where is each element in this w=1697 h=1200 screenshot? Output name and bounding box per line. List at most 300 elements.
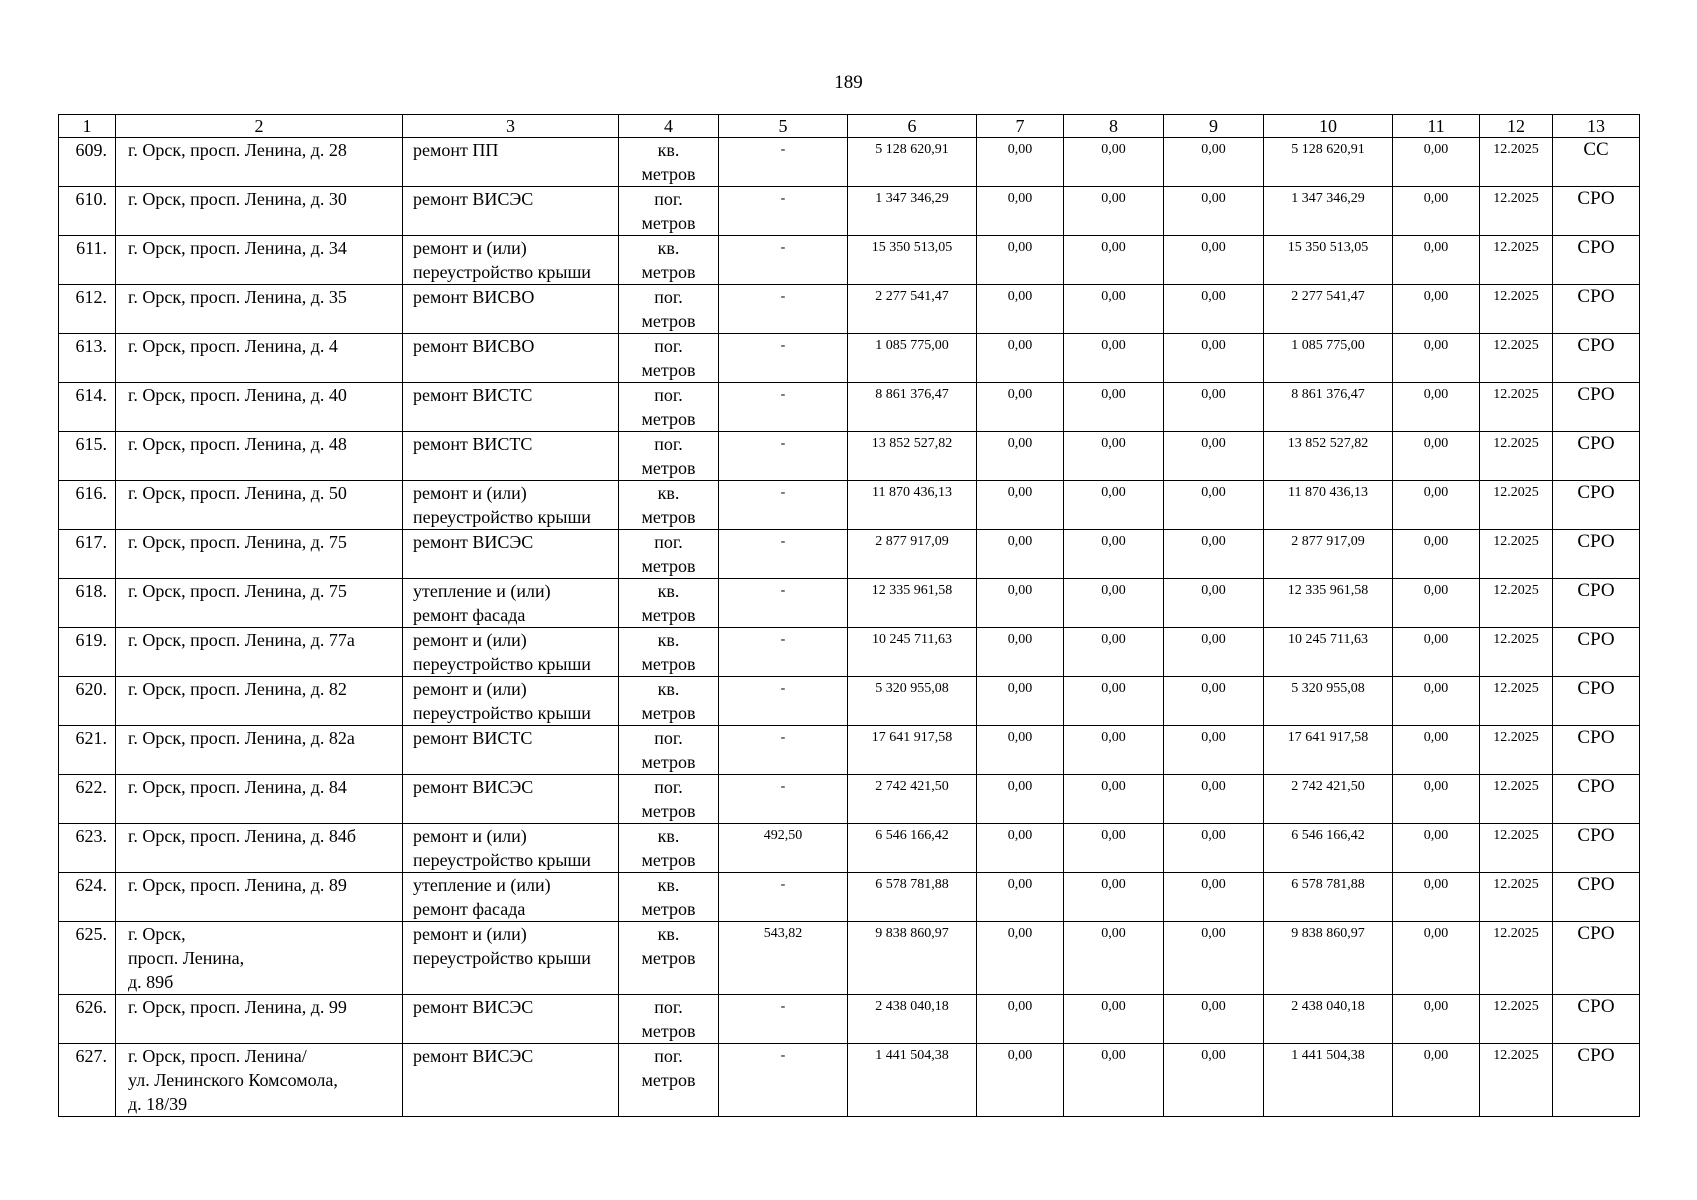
funding-cell-11: 0,00 [1393, 1044, 1480, 1117]
address-cell-line: г. Орск, просп. Ленина, д. 4 [128, 336, 338, 356]
unit-cell [619, 138, 719, 187]
funding-cell-11: 0,00 [1393, 236, 1480, 285]
method-code-cell: СРО [1553, 579, 1640, 628]
unit-cell-line: метров [641, 899, 696, 919]
table-row [59, 285, 1640, 334]
address-cell [116, 677, 403, 726]
row-number: 623. [59, 824, 116, 873]
table-row [59, 530, 1640, 579]
table-row [59, 383, 1640, 432]
row-number: 622. [59, 775, 116, 824]
method-code-cell: СРО [1553, 187, 1640, 236]
row-number: 620. [59, 677, 116, 726]
work-type-cell-line: ремонт ВИСВО [413, 287, 535, 307]
column-number-header: 8 [1064, 115, 1164, 138]
funding-cell-7: 0,00 [977, 1044, 1064, 1117]
row-number: 609. [59, 138, 116, 187]
unit-cell [619, 432, 719, 481]
funding-cell-8: 0,00 [1064, 481, 1164, 530]
funding-cell-7: 0,00 [977, 677, 1064, 726]
address-cell-line: г. Орск, просп. Ленина, д. 82 [128, 679, 347, 699]
work-type-cell-line: ремонт фасада [413, 605, 526, 625]
row-number: 625. [59, 922, 116, 995]
total-cost-cell: 17 641 917,58 [848, 726, 977, 775]
method-code-cell: СРО [1553, 383, 1640, 432]
funding-cell-11: 0,00 [1393, 285, 1480, 334]
row-number: 624. [59, 873, 116, 922]
address-cell-line: д. 18/39 [128, 1094, 188, 1114]
funding-cell-11: 0,00 [1393, 775, 1480, 824]
funding-cell-8: 0,00 [1064, 187, 1164, 236]
funding-cell-7: 0,00 [977, 873, 1064, 922]
funding-cell-7: 0,00 [977, 138, 1064, 187]
method-code-cell: СРО [1553, 824, 1640, 873]
row-number: 615. [59, 432, 116, 481]
funding-cell-10: 1 085 775,00 [1264, 334, 1393, 383]
address-cell-line: г. Орск, просп. Ленина, д. 35 [128, 287, 347, 307]
table-row [59, 432, 1640, 481]
unit-cell [619, 726, 719, 775]
table-row [59, 138, 1640, 187]
unit-cell-line: кв. [657, 826, 680, 846]
unit-cell-line: пог. [654, 728, 683, 748]
deadline-cell: 12.2025 [1480, 824, 1553, 873]
repair-plan-table [58, 114, 1640, 1117]
address-cell-line: г. Орск, просп. Ленина, д. 48 [128, 434, 347, 454]
work-type-cell-line: ремонт и (или) [413, 826, 527, 846]
unit-cell-line: метров [641, 605, 696, 625]
address-cell-line: г. Орск, просп. Ленина, д. 75 [128, 581, 347, 601]
volume-cell: - [719, 873, 848, 922]
funding-cell-7: 0,00 [977, 432, 1064, 481]
work-type-cell [403, 138, 619, 187]
unit-cell-line: пог. [654, 434, 683, 454]
volume-cell: - [719, 481, 848, 530]
column-number-header: 5 [719, 115, 848, 138]
column-number-header: 2 [116, 115, 403, 138]
funding-cell-8: 0,00 [1064, 995, 1164, 1044]
funding-cell-7: 0,00 [977, 481, 1064, 530]
funding-cell-7: 0,00 [977, 334, 1064, 383]
work-type-cell [403, 334, 619, 383]
row-number: 617. [59, 530, 116, 579]
deadline-cell: 12.2025 [1480, 1044, 1553, 1117]
funding-cell-7: 0,00 [977, 187, 1064, 236]
funding-cell-8: 0,00 [1064, 236, 1164, 285]
deadline-cell: 12.2025 [1480, 383, 1553, 432]
work-type-cell-line: ремонт и (или) [413, 238, 527, 258]
row-number: 610. [59, 187, 116, 236]
table-row [59, 579, 1640, 628]
funding-cell-8: 0,00 [1064, 824, 1164, 873]
work-type-cell-line: ремонт фасада [413, 899, 526, 919]
work-type-cell-line: переустройство крыши [413, 262, 591, 282]
funding-cell-11: 0,00 [1393, 873, 1480, 922]
row-number: 626. [59, 995, 116, 1044]
work-type-cell-line: ремонт и (или) [413, 630, 527, 650]
row-number: 614. [59, 383, 116, 432]
address-cell [116, 726, 403, 775]
work-type-cell-line: ремонт и (или) [413, 924, 527, 944]
volume-cell: - [719, 1044, 848, 1117]
address-cell [116, 530, 403, 579]
funding-cell-7: 0,00 [977, 995, 1064, 1044]
funding-cell-11: 0,00 [1393, 824, 1480, 873]
address-cell-line: г. Орск, [128, 924, 186, 944]
work-type-cell [403, 995, 619, 1044]
funding-cell-7: 0,00 [977, 530, 1064, 579]
work-type-cell-line: переустройство крыши [413, 850, 591, 870]
unit-cell-line: пог. [654, 997, 683, 1017]
address-cell [116, 824, 403, 873]
address-cell [116, 628, 403, 677]
funding-cell-8: 0,00 [1064, 726, 1164, 775]
funding-cell-8: 0,00 [1064, 138, 1164, 187]
column-number-header: 6 [848, 115, 977, 138]
funding-cell-10: 5 320 955,08 [1264, 677, 1393, 726]
address-cell-line: г. Орск, просп. Ленина/ [128, 1046, 307, 1066]
funding-cell-10: 5 128 620,91 [1264, 138, 1393, 187]
funding-cell-11: 0,00 [1393, 187, 1480, 236]
row-number: 612. [59, 285, 116, 334]
address-cell [116, 995, 403, 1044]
work-type-cell-line: ремонт ВИСТС [413, 728, 533, 748]
deadline-cell: 12.2025 [1480, 873, 1553, 922]
address-cell-line: г. Орск, просп. Ленина, д. 89 [128, 875, 347, 895]
row-number: 621. [59, 726, 116, 775]
row-number: 616. [59, 481, 116, 530]
funding-cell-8: 0,00 [1064, 432, 1164, 481]
total-cost-cell: 10 245 711,63 [848, 628, 977, 677]
work-type-cell-line: утепление и (или) [413, 875, 551, 895]
funding-cell-9: 0,00 [1164, 334, 1264, 383]
unit-cell [619, 824, 719, 873]
funding-cell-7: 0,00 [977, 383, 1064, 432]
unit-cell-line: метров [641, 948, 696, 968]
unit-cell-line: метров [641, 654, 696, 674]
unit-cell-line: метров [641, 1021, 696, 1041]
work-type-cell-line: ремонт ВИСВО [413, 336, 535, 356]
unit-cell [619, 922, 719, 995]
funding-cell-10: 11 870 436,13 [1264, 481, 1393, 530]
unit-cell [619, 334, 719, 383]
unit-cell-line: кв. [657, 924, 680, 944]
deadline-cell: 12.2025 [1480, 187, 1553, 236]
work-type-cell [403, 579, 619, 628]
funding-cell-9: 0,00 [1164, 236, 1264, 285]
deadline-cell: 12.2025 [1480, 530, 1553, 579]
work-type-cell-line: ремонт ВИСТС [413, 434, 533, 454]
address-cell-line: г. Орск, просп. Ленина, д. 84 [128, 777, 347, 797]
funding-cell-9: 0,00 [1164, 1044, 1264, 1117]
total-cost-cell: 6 546 166,42 [848, 824, 977, 873]
total-cost-cell: 15 350 513,05 [848, 236, 977, 285]
funding-cell-10: 9 838 860,97 [1264, 922, 1393, 995]
funding-cell-7: 0,00 [977, 922, 1064, 995]
address-cell-line: г. Орск, просп. Ленина, д. 77а [128, 630, 355, 650]
deadline-cell: 12.2025 [1480, 677, 1553, 726]
table-row [59, 1044, 1640, 1117]
unit-cell [619, 677, 719, 726]
table-row [59, 677, 1640, 726]
unit-cell-line: метров [641, 164, 696, 184]
funding-cell-8: 0,00 [1064, 628, 1164, 677]
funding-cell-9: 0,00 [1164, 726, 1264, 775]
funding-cell-10: 6 578 781,88 [1264, 873, 1393, 922]
volume-cell: - [719, 383, 848, 432]
method-code-cell: СРО [1553, 334, 1640, 383]
total-cost-cell: 1 441 504,38 [848, 1044, 977, 1117]
funding-cell-10: 6 546 166,42 [1264, 824, 1393, 873]
method-code-cell: СРО [1553, 873, 1640, 922]
funding-cell-7: 0,00 [977, 579, 1064, 628]
deadline-cell: 12.2025 [1480, 481, 1553, 530]
address-cell [116, 236, 403, 285]
method-code-cell: СРО [1553, 530, 1640, 579]
address-cell-line: г. Орск, просп. Ленина, д. 30 [128, 189, 347, 209]
funding-cell-11: 0,00 [1393, 995, 1480, 1044]
funding-cell-8: 0,00 [1064, 285, 1164, 334]
column-number-header: 9 [1164, 115, 1264, 138]
work-type-cell [403, 530, 619, 579]
funding-cell-7: 0,00 [977, 628, 1064, 677]
total-cost-cell: 2 438 040,18 [848, 995, 977, 1044]
unit-cell-line: метров [641, 262, 696, 282]
volume-cell: 492,50 [719, 824, 848, 873]
funding-cell-8: 0,00 [1064, 775, 1164, 824]
method-code-cell: СРО [1553, 1044, 1640, 1117]
funding-cell-10: 17 641 917,58 [1264, 726, 1393, 775]
funding-cell-9: 0,00 [1164, 481, 1264, 530]
funding-cell-7: 0,00 [977, 824, 1064, 873]
total-cost-cell: 2 277 541,47 [848, 285, 977, 334]
unit-cell-line: метров [641, 507, 696, 527]
deadline-cell: 12.2025 [1480, 334, 1553, 383]
unit-cell-line: пог. [654, 777, 683, 797]
funding-cell-9: 0,00 [1164, 432, 1264, 481]
total-cost-cell: 11 870 436,13 [848, 481, 977, 530]
unit-cell [619, 236, 719, 285]
work-type-cell-line: утепление и (или) [413, 581, 551, 601]
total-cost-cell: 2 742 421,50 [848, 775, 977, 824]
unit-cell [619, 530, 719, 579]
deadline-cell: 12.2025 [1480, 726, 1553, 775]
funding-cell-8: 0,00 [1064, 383, 1164, 432]
column-number-row [59, 115, 1640, 138]
table-row [59, 922, 1640, 995]
method-code-cell: СРО [1553, 677, 1640, 726]
page-number: 189 [834, 72, 863, 93]
funding-cell-11: 0,00 [1393, 677, 1480, 726]
work-type-cell [403, 383, 619, 432]
total-cost-cell: 5 128 620,91 [848, 138, 977, 187]
funding-cell-11: 0,00 [1393, 628, 1480, 677]
unit-cell [619, 481, 719, 530]
column-number-header: 13 [1553, 115, 1640, 138]
table-row [59, 995, 1640, 1044]
unit-cell-line: пог. [654, 385, 683, 405]
address-cell-line: г. Орск, просп. Ленина, д. 40 [128, 385, 347, 405]
work-type-cell [403, 1044, 619, 1117]
row-number: 627. [59, 1044, 116, 1117]
address-cell [116, 579, 403, 628]
method-code-cell: СРО [1553, 922, 1640, 995]
funding-cell-9: 0,00 [1164, 775, 1264, 824]
volume-cell: - [719, 138, 848, 187]
funding-cell-9: 0,00 [1164, 995, 1264, 1044]
unit-cell-line: пог. [654, 287, 683, 307]
funding-cell-9: 0,00 [1164, 922, 1264, 995]
address-cell-line: г. Орск, просп. Ленина, д. 50 [128, 483, 347, 503]
funding-cell-7: 0,00 [977, 285, 1064, 334]
work-type-cell-line: ремонт ВИСЭС [413, 1046, 534, 1066]
funding-cell-10: 10 245 711,63 [1264, 628, 1393, 677]
deadline-cell: 12.2025 [1480, 922, 1553, 995]
funding-cell-11: 0,00 [1393, 383, 1480, 432]
unit-cell [619, 775, 719, 824]
deadline-cell: 12.2025 [1480, 236, 1553, 285]
unit-cell-line: метров [641, 360, 696, 380]
address-cell [116, 285, 403, 334]
total-cost-cell: 5 320 955,08 [848, 677, 977, 726]
work-type-cell [403, 922, 619, 995]
funding-cell-10: 8 861 376,47 [1264, 383, 1393, 432]
unit-cell-line: метров [641, 213, 696, 233]
address-cell [116, 187, 403, 236]
work-type-cell-line: ремонт ВИСЭС [413, 189, 534, 209]
funding-cell-8: 0,00 [1064, 334, 1164, 383]
method-code-cell: СРО [1553, 432, 1640, 481]
work-type-cell [403, 726, 619, 775]
funding-cell-11: 0,00 [1393, 481, 1480, 530]
method-code-cell: СС [1553, 138, 1640, 187]
column-number-header: 1 [59, 115, 116, 138]
deadline-cell: 12.2025 [1480, 138, 1553, 187]
work-type-cell [403, 775, 619, 824]
funding-cell-8: 0,00 [1064, 677, 1164, 726]
funding-cell-11: 0,00 [1393, 334, 1480, 383]
unit-cell [619, 1044, 719, 1117]
work-type-cell [403, 873, 619, 922]
work-type-cell [403, 432, 619, 481]
funding-cell-7: 0,00 [977, 236, 1064, 285]
deadline-cell: 12.2025 [1480, 285, 1553, 334]
table-row [59, 236, 1640, 285]
funding-cell-11: 0,00 [1393, 579, 1480, 628]
unit-cell-line: пог. [654, 336, 683, 356]
funding-cell-8: 0,00 [1064, 1044, 1164, 1117]
total-cost-cell: 13 852 527,82 [848, 432, 977, 481]
unit-cell-line: кв. [657, 679, 680, 699]
address-cell-line: г. Орск, просп. Ленина, д. 99 [128, 997, 347, 1017]
unit-cell-line: пог. [654, 1046, 683, 1066]
total-cost-cell: 1 347 346,29 [848, 187, 977, 236]
address-cell-line: г. Орск, просп. Ленина, д. 34 [128, 238, 347, 258]
column-number-header: 12 [1480, 115, 1553, 138]
funding-cell-10: 15 350 513,05 [1264, 236, 1393, 285]
work-type-cell-line: ремонт и (или) [413, 483, 527, 503]
funding-cell-9: 0,00 [1164, 677, 1264, 726]
funding-cell-9: 0,00 [1164, 628, 1264, 677]
address-cell-line: ул. Ленинского Комсомола, [128, 1070, 338, 1090]
address-cell [116, 383, 403, 432]
deadline-cell: 12.2025 [1480, 579, 1553, 628]
funding-cell-10: 2 277 541,47 [1264, 285, 1393, 334]
address-cell-line: г. Орск, просп. Ленина, д. 28 [128, 140, 347, 160]
table-row [59, 726, 1640, 775]
unit-cell-line: метров [641, 556, 696, 576]
unit-cell [619, 187, 719, 236]
funding-cell-11: 0,00 [1393, 530, 1480, 579]
unit-cell-line: кв. [657, 875, 680, 895]
address-cell [116, 334, 403, 383]
unit-cell-line: кв. [657, 630, 680, 650]
work-type-cell [403, 187, 619, 236]
row-number: 613. [59, 334, 116, 383]
address-cell [116, 775, 403, 824]
funding-cell-10: 2 877 917,09 [1264, 530, 1393, 579]
unit-cell-line: кв. [657, 238, 680, 258]
address-cell-line: г. Орск, просп. Ленина, д. 75 [128, 532, 347, 552]
unit-cell [619, 383, 719, 432]
table-row [59, 187, 1640, 236]
address-cell [116, 873, 403, 922]
volume-cell: - [719, 530, 848, 579]
work-type-cell-line: переустройство крыши [413, 703, 591, 723]
funding-cell-7: 0,00 [977, 726, 1064, 775]
volume-cell: - [719, 187, 848, 236]
unit-cell [619, 995, 719, 1044]
total-cost-cell: 12 335 961,58 [848, 579, 977, 628]
volume-cell: 543,82 [719, 922, 848, 995]
work-type-cell [403, 677, 619, 726]
address-cell [116, 1044, 403, 1117]
unit-cell-line: кв. [657, 581, 680, 601]
funding-cell-11: 0,00 [1393, 432, 1480, 481]
unit-cell-line: метров [641, 1070, 696, 1090]
row-number: 618. [59, 579, 116, 628]
address-cell-line: д. 89б [128, 972, 174, 992]
column-number-header: 3 [403, 115, 619, 138]
work-type-cell-line: ремонт ВИСТС [413, 385, 533, 405]
funding-cell-8: 0,00 [1064, 530, 1164, 579]
total-cost-cell: 9 838 860,97 [848, 922, 977, 995]
work-type-cell [403, 285, 619, 334]
funding-cell-9: 0,00 [1164, 138, 1264, 187]
total-cost-cell: 2 877 917,09 [848, 530, 977, 579]
unit-cell-line: метров [641, 703, 696, 723]
funding-cell-9: 0,00 [1164, 383, 1264, 432]
unit-cell-line: пог. [654, 189, 683, 209]
unit-cell-line: метров [641, 409, 696, 429]
method-code-cell: СРО [1553, 236, 1640, 285]
volume-cell: - [719, 726, 848, 775]
volume-cell: - [719, 628, 848, 677]
funding-cell-9: 0,00 [1164, 579, 1264, 628]
deadline-cell: 12.2025 [1480, 995, 1553, 1044]
method-code-cell: СРО [1553, 285, 1640, 334]
funding-cell-10: 2 438 040,18 [1264, 995, 1393, 1044]
work-type-cell-line: переустройство крыши [413, 948, 591, 968]
method-code-cell: СРО [1553, 775, 1640, 824]
work-type-cell [403, 481, 619, 530]
method-code-cell: СРО [1553, 628, 1640, 677]
address-cell-line: г. Орск, просп. Ленина, д. 82а [128, 728, 355, 748]
work-type-cell [403, 824, 619, 873]
column-number-header: 11 [1393, 115, 1480, 138]
funding-cell-8: 0,00 [1064, 579, 1164, 628]
row-number: 611. [59, 236, 116, 285]
